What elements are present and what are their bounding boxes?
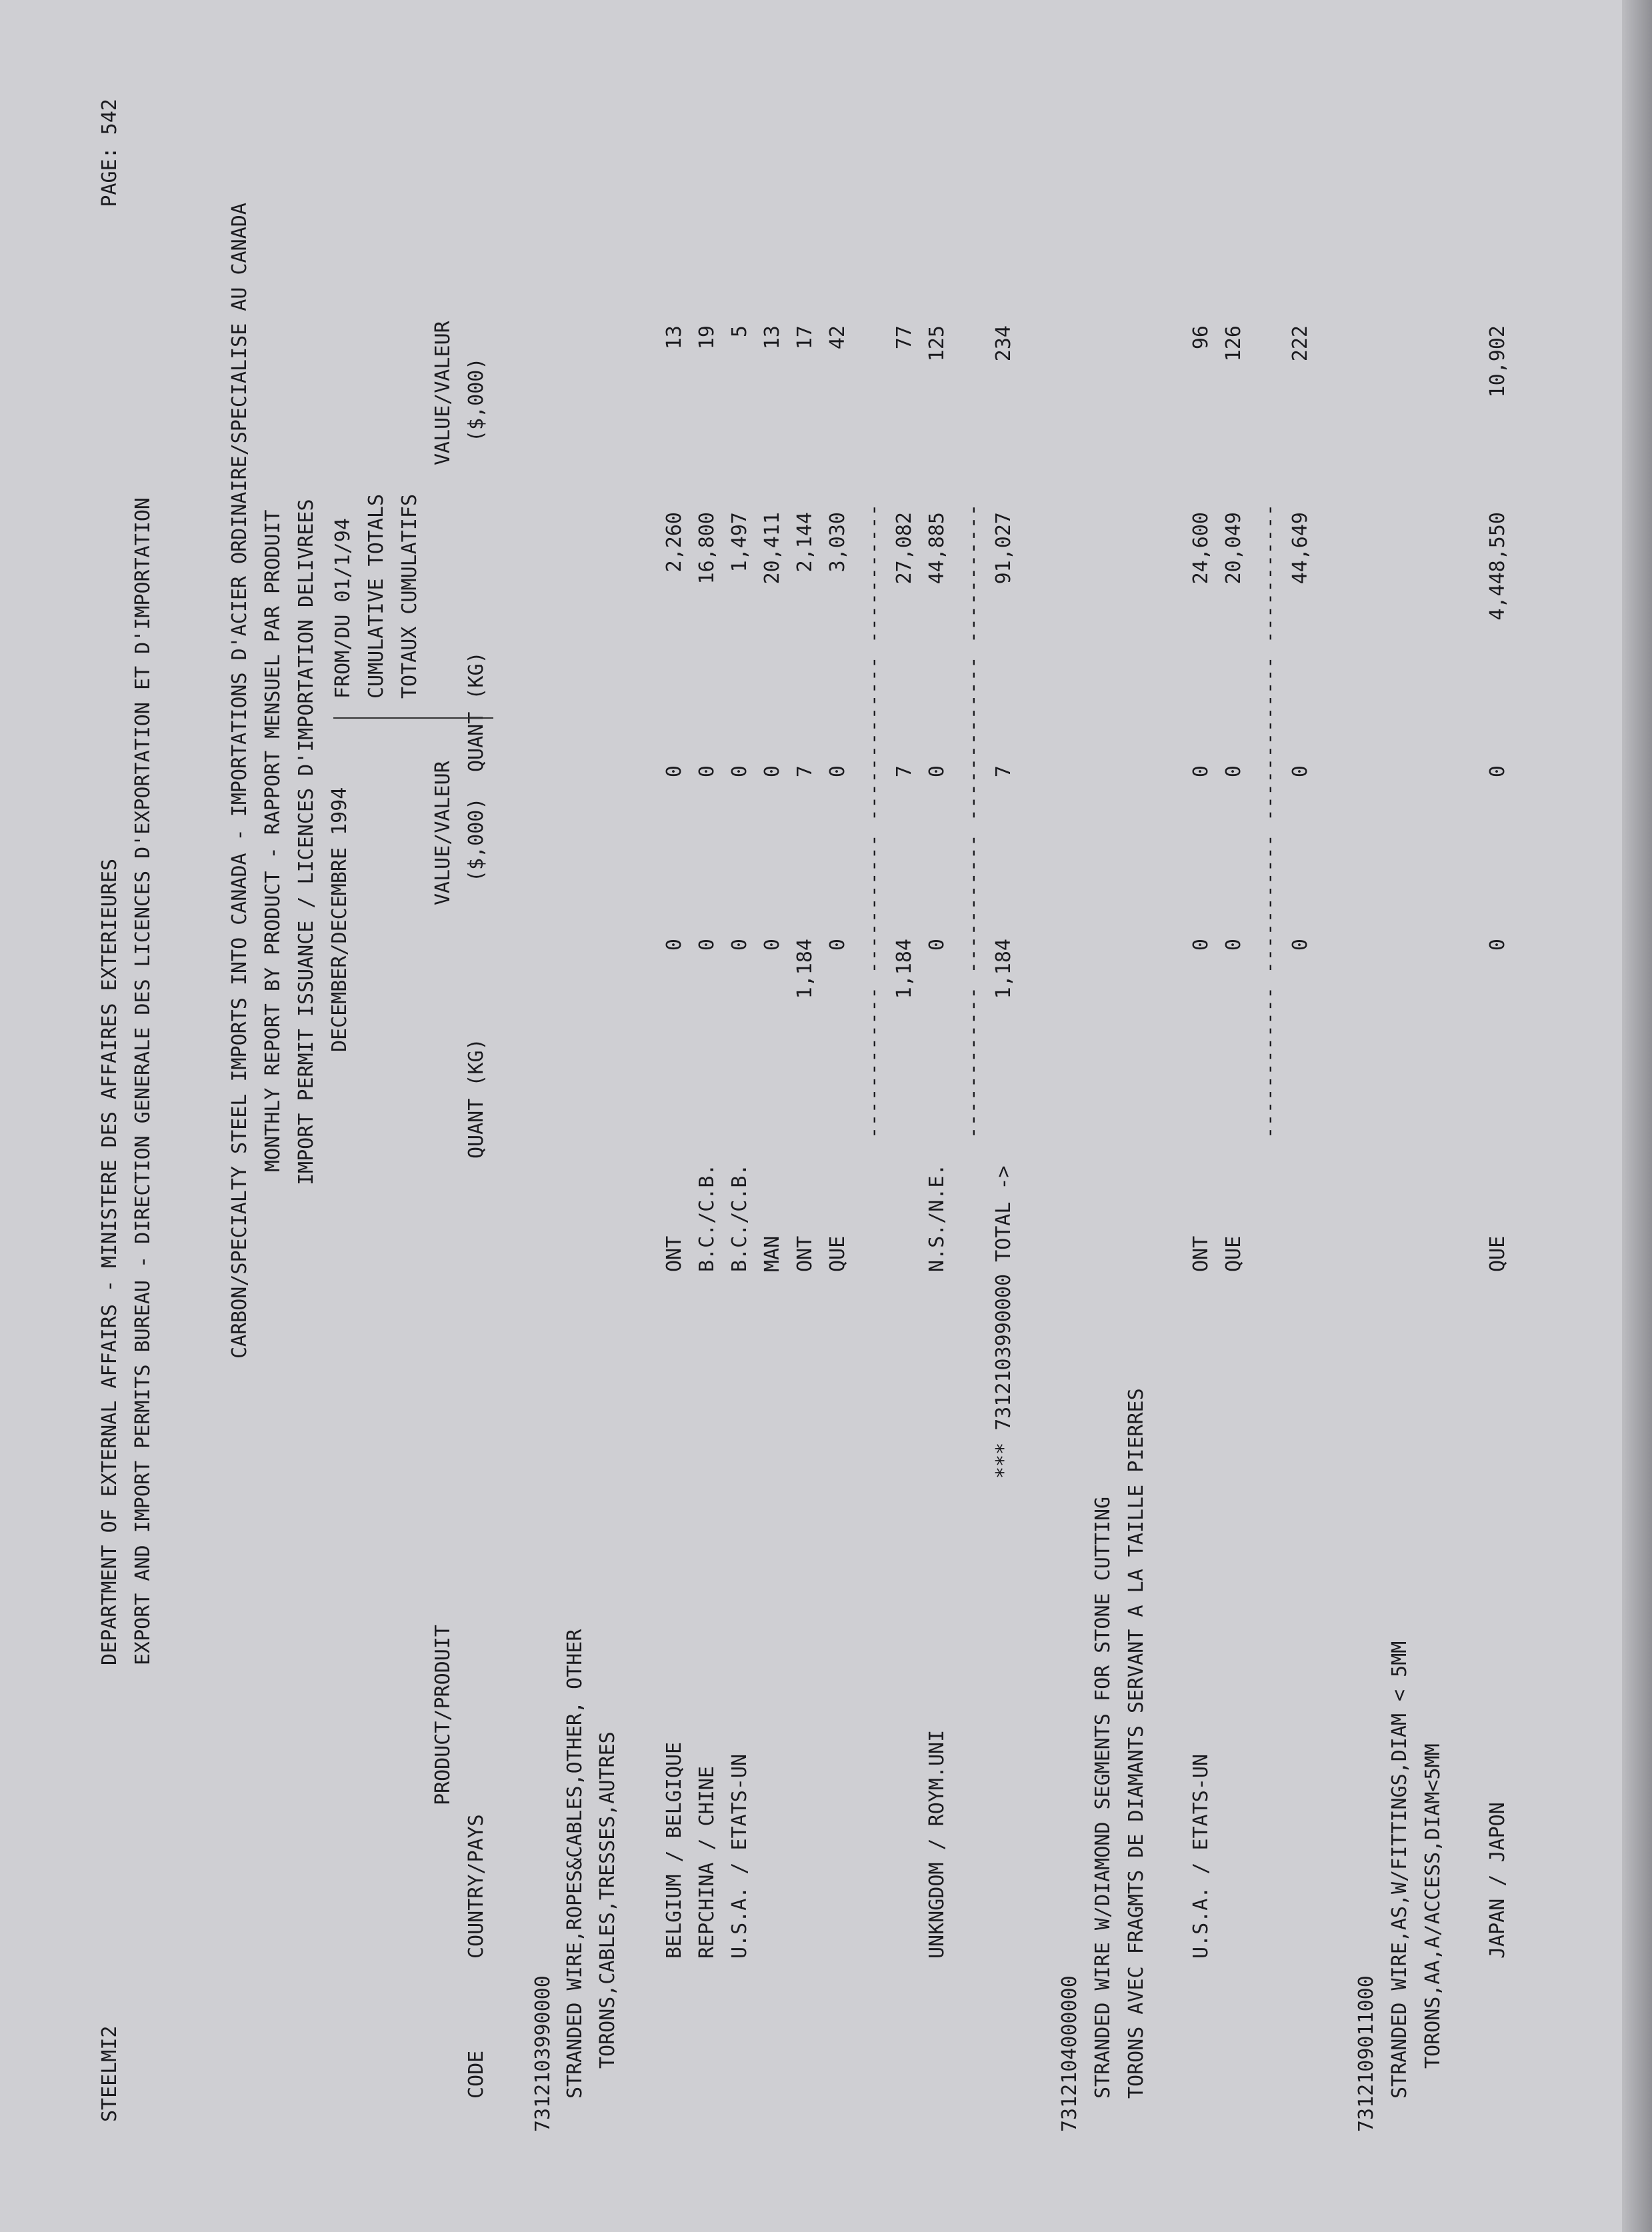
cum-value: 5 xyxy=(728,325,751,338)
product-code: 7312103990000 xyxy=(531,1975,555,2132)
report-period: DECEMBER/DECEMBRE 1994 xyxy=(328,787,351,1052)
quant-header: QUANT (KG) xyxy=(465,1038,488,1159)
product-header: PRODUCT/PRODUIT xyxy=(431,1625,455,1805)
quant: 0 xyxy=(1486,939,1509,951)
country: BELGIUM / BELGIQUE xyxy=(663,1741,686,1959)
cum-quant: 27,082 xyxy=(893,512,916,585)
value: 0 xyxy=(1189,765,1213,778)
quant: 0 xyxy=(1189,939,1213,951)
cum-value: 19 xyxy=(695,325,719,350)
province: N.S./N.E. xyxy=(925,1163,949,1272)
value: 0 xyxy=(761,765,784,778)
quant: 0 xyxy=(1289,939,1312,951)
cum-value: 234 xyxy=(992,325,1015,362)
cum-quant: 2,144 xyxy=(793,512,817,573)
quant: 0 xyxy=(1222,939,1245,951)
report-subtitle: MONTHLY REPORT BY PRODUCT - RAPPORT MENSUEL PAR PRODUIT xyxy=(261,509,285,1172)
quant: 1,184 xyxy=(893,939,916,999)
quant: 0 xyxy=(826,939,849,951)
product-desc-en: STRANDED WIRE,AS,W/FITTINGS,DIAM < 5MM xyxy=(1388,1641,1411,2099)
cum-quant: 1,497 xyxy=(728,512,751,573)
value: 0 xyxy=(925,765,949,778)
province: B.C./C.B. xyxy=(728,1163,751,1272)
cum-value: 126 xyxy=(1222,325,1245,362)
bureau-line: EXPORT AND IMPORT PERMITS BUREAU - DIRECTION GENERALE DES LICENCES D'EXPORTATION ET D'IMPORTATION xyxy=(131,497,155,1665)
cum-quant: 20,049 xyxy=(1222,512,1245,585)
value: 0 xyxy=(663,765,686,778)
quant: 0 xyxy=(663,939,686,951)
value: 0 xyxy=(1486,765,1509,778)
country-header: COUNTRY/PAYS xyxy=(465,1814,488,1959)
cum-quant: 91,027 xyxy=(992,512,1015,585)
quant: 0 xyxy=(728,939,751,951)
value-unit: ($,000) xyxy=(465,797,488,882)
value: 0 xyxy=(1222,765,1245,778)
country: UNKNGDOM / ROYM.UNI xyxy=(925,1729,949,1959)
report-title: CARBON/SPECIALTY STEEL IMPORTS INTO CANADA - IMPORTATIONS D'ACIER ORDINAIRE/SPECIALISE AU CANADA xyxy=(228,203,251,1359)
cum-value: 222 xyxy=(1289,325,1312,362)
page-number: PAGE: 542 xyxy=(98,99,121,207)
cum-value-header: VALUE/VALEUR xyxy=(431,321,455,465)
value: 0 xyxy=(695,765,719,778)
country: U.S.A. / ETATS-UN xyxy=(728,1753,751,1959)
province: ONT xyxy=(663,1235,686,1272)
country: REPCHINA / CHINE xyxy=(695,1766,719,1959)
value: 0 xyxy=(1289,765,1312,778)
quant: 1,184 xyxy=(793,939,817,999)
quant: 0 xyxy=(695,939,719,951)
cum-quant: 24,600 xyxy=(1189,512,1213,585)
cumulative-from: FROM/DU 01/1/94 xyxy=(331,518,355,699)
province: QUE xyxy=(1222,1235,1245,1272)
report-id: STEELMI2 xyxy=(98,2025,121,2122)
value: 7 xyxy=(893,765,916,778)
product-code: 7312104000000 xyxy=(1058,1975,1081,2132)
separator: ------------ ----------- ------------- ----------- xyxy=(961,503,985,1139)
product-desc-en: STRANDED WIRE W/DIAMOND SEGMENTS FOR STONE CUTTING xyxy=(1091,1496,1115,2099)
cum-quant: 44,649 xyxy=(1289,512,1312,585)
cum-value: 96 xyxy=(1189,325,1213,350)
value: 0 xyxy=(826,765,849,778)
cum-quant: 4,448,550 xyxy=(1486,512,1509,621)
cum-value: 10,902 xyxy=(1486,325,1509,398)
column-divider xyxy=(333,717,493,719)
product-desc-fr: TORONS,CABLES,TRESSES,AUTRES xyxy=(596,1731,619,2069)
cum-value: 17 xyxy=(793,325,817,350)
separator: ------------ ----------- ------------- ----------- xyxy=(862,503,885,1139)
province: ONT xyxy=(1189,1235,1213,1272)
cum-value: 125 xyxy=(925,325,949,362)
value: 7 xyxy=(793,765,817,778)
total-label: *** 7312103990000 TOTAL -> xyxy=(992,1165,1015,1479)
cum-quant: 16,800 xyxy=(695,512,719,585)
cum-quant: 2,260 xyxy=(663,512,686,573)
cumulative-totals-fr: TOTAUX CUMULATIFS xyxy=(398,493,421,699)
quant: 0 xyxy=(925,939,949,951)
value: 0 xyxy=(728,765,751,778)
cum-value: 13 xyxy=(663,325,686,350)
country: U.S.A. / ETATS-UN xyxy=(1189,1753,1213,1959)
value: 7 xyxy=(992,765,1015,778)
product-code: 7312109011000 xyxy=(1355,1975,1378,2132)
quant: 1,184 xyxy=(992,939,1015,999)
cum-value-unit: ($,000) xyxy=(465,357,488,442)
cum-quant-header: QUANT (KG) xyxy=(465,651,488,772)
province: QUE xyxy=(1486,1235,1509,1272)
cum-value: 77 xyxy=(893,325,916,350)
province: B.C./C.B. xyxy=(695,1163,719,1272)
cum-value: 13 xyxy=(761,325,784,350)
cum-value: 42 xyxy=(826,325,849,350)
product-desc-fr: TORONS,AA,A/ACCESS,DIAM<5MM xyxy=(1421,1743,1445,2069)
cum-quant: 20,411 xyxy=(761,512,784,585)
country: JAPAN / JAPON xyxy=(1486,1802,1509,1959)
separator: ------------ ----------- ------------- ----------- xyxy=(1258,503,1281,1139)
cum-quant: 44,885 xyxy=(925,512,949,585)
cumulative-totals-en: CUMULATIVE TOTALS xyxy=(365,493,388,699)
quant: 0 xyxy=(761,939,784,951)
code-header: CODE xyxy=(465,2050,488,2099)
province: MAN xyxy=(761,1235,784,1272)
product-desc-en: STRANDED WIRE,ROPES&CABLES,OTHER, OTHER xyxy=(563,1629,587,2099)
cum-quant: 3,030 xyxy=(826,512,849,573)
report-subtitle-2: IMPORT PERMIT ISSUANCE / LICENCES D'IMPORTATION DELIVREES xyxy=(295,499,318,1185)
province: QUE xyxy=(826,1235,849,1272)
value-header: VALUE/VALEUR xyxy=(431,761,455,905)
department-line: DEPARTMENT OF EXTERNAL AFFAIRS - MINISTERE DES AFFAIRES EXTERIEURES xyxy=(98,858,121,1665)
product-desc-fr: TORONS AVEC FRAGMTS DE DIAMANTS SERVANT A LA TAILLE PIERRES xyxy=(1125,1388,1148,2099)
province: ONT xyxy=(793,1235,817,1272)
